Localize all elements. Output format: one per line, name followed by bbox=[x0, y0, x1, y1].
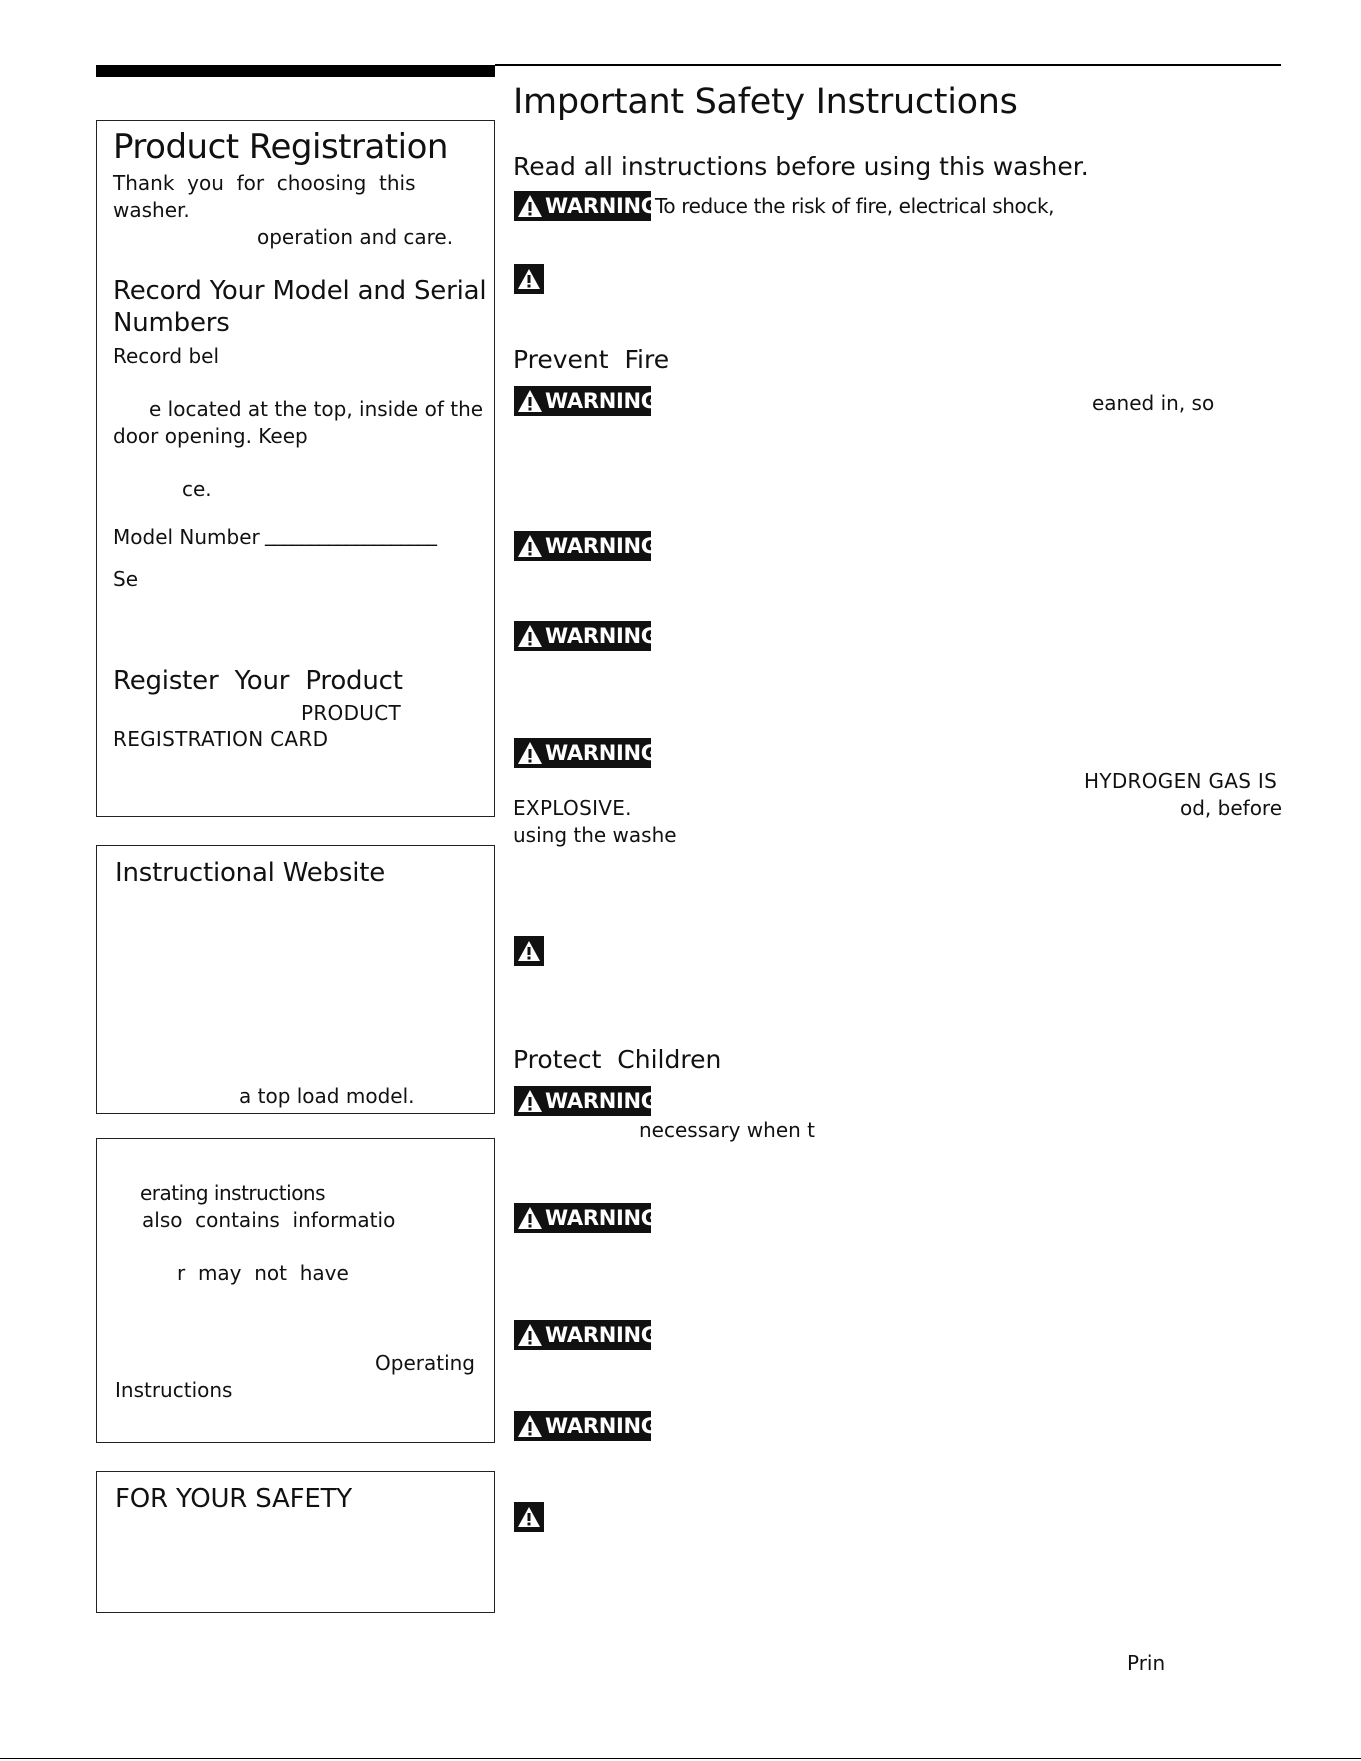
warning-triangle-icon bbox=[517, 940, 541, 962]
warning-label: WARNING bbox=[545, 534, 658, 558]
warning-badge bbox=[514, 531, 658, 561]
operating-line-3: r may not have bbox=[177, 1261, 349, 1285]
warning-label: WARNING bbox=[545, 1206, 658, 1230]
registration-thanks-line2: washer. bbox=[113, 198, 190, 222]
warning-triangle-icon bbox=[517, 1414, 543, 1438]
warning-triangle-icon bbox=[517, 1506, 541, 1528]
protect-children-title: Protect Children bbox=[513, 1045, 722, 1074]
operating-instructions-box bbox=[96, 1138, 495, 1443]
alert-icon bbox=[514, 1502, 544, 1532]
alert-icon bbox=[514, 936, 544, 966]
prevent-fire-fragment-5: using the washe bbox=[513, 823, 677, 847]
warning-label: WARNING bbox=[545, 741, 658, 765]
prevent-fire-fragment-3: EXPLOSIVE. bbox=[513, 796, 632, 820]
operating-line-5: Instructions bbox=[115, 1378, 233, 1402]
record-text-1: Record bel bbox=[113, 344, 220, 368]
register-text-2: REGISTRATION CARD bbox=[113, 727, 329, 751]
warning-label: WARNING bbox=[545, 194, 658, 218]
record-numbers-title-line1: Record Your Model and Serial bbox=[113, 276, 487, 306]
alert-icon bbox=[514, 264, 544, 294]
warning-badge bbox=[514, 1411, 658, 1441]
protect-children-fragment-1: necessary when t bbox=[639, 1118, 816, 1142]
first-warning-text: To reduce the risk of fire, electrical shock, bbox=[655, 194, 1055, 218]
warning-triangle-icon bbox=[517, 534, 543, 558]
warning-triangle-icon bbox=[517, 741, 543, 765]
website-text: a top load model. bbox=[239, 1084, 415, 1108]
record-numbers-title-line2: Numbers bbox=[113, 308, 230, 338]
registration-thanks-line1: Thank you for choosing this bbox=[113, 171, 416, 195]
warning-triangle-icon bbox=[517, 1323, 543, 1347]
model-number-label: Model Number bbox=[113, 525, 260, 549]
register-text-1: PRODUCT bbox=[301, 701, 402, 725]
header-rule-thin bbox=[495, 64, 1281, 66]
warning-label: WARNING bbox=[545, 624, 658, 648]
for-your-safety-box bbox=[96, 1471, 495, 1613]
warning-badge bbox=[514, 621, 658, 651]
warning-triangle-icon bbox=[517, 389, 543, 413]
warning-label: WARNING bbox=[545, 1414, 658, 1438]
register-product-title: Register Your Product bbox=[113, 666, 403, 696]
warning-triangle-icon bbox=[517, 624, 543, 648]
record-text-3: door opening. Keep bbox=[113, 424, 308, 448]
operating-line-1: erating instructions bbox=[140, 1181, 326, 1205]
header-rule-thick bbox=[96, 65, 495, 77]
record-text-2: e located at the top, inside of the bbox=[149, 397, 484, 421]
footer-print-fragment: Prin bbox=[1127, 1651, 1166, 1675]
website-title: Instructional Website bbox=[115, 858, 386, 888]
safety-box-title: FOR YOUR SAFETY bbox=[115, 1484, 352, 1514]
footer-rule bbox=[0, 1758, 1361, 1759]
warning-triangle-icon bbox=[517, 194, 543, 218]
warning-badge bbox=[514, 191, 658, 221]
operating-line-4: Operating bbox=[375, 1351, 475, 1375]
warning-label: WARNING bbox=[545, 1323, 658, 1347]
instructional-website-box bbox=[96, 845, 495, 1114]
registration-title: Product Registration bbox=[113, 127, 448, 167]
model-number-field: ___________________ bbox=[265, 522, 436, 546]
serial-number-label: Se bbox=[113, 567, 138, 591]
prevent-fire-title: Prevent Fire bbox=[513, 345, 670, 374]
warning-triangle-icon bbox=[517, 1206, 543, 1230]
warning-badge bbox=[514, 1203, 658, 1233]
warning-label: WARNING bbox=[545, 389, 658, 413]
warning-badge bbox=[514, 1320, 658, 1350]
registration-thanks-line3: operation and care. bbox=[257, 225, 454, 249]
warning-badge bbox=[514, 738, 658, 768]
prevent-fire-fragment-2: HYDROGEN GAS IS bbox=[1084, 769, 1278, 793]
page-title: Important Safety Instructions bbox=[513, 82, 1018, 122]
warning-badge bbox=[514, 1086, 658, 1116]
operating-line-2: also contains informatio bbox=[142, 1208, 396, 1232]
warning-badge bbox=[514, 386, 658, 416]
warning-triangle-icon bbox=[517, 268, 541, 290]
product-registration-box bbox=[96, 120, 495, 817]
warning-triangle-icon bbox=[517, 1089, 543, 1113]
intro-line: Read all instructions before using this washer. bbox=[513, 152, 1089, 181]
warning-label: WARNING bbox=[545, 1089, 658, 1113]
record-text-4: ce. bbox=[182, 477, 212, 501]
prevent-fire-fragment-1: eaned in, so bbox=[1092, 391, 1215, 415]
prevent-fire-fragment-4: od, before bbox=[1180, 796, 1283, 820]
